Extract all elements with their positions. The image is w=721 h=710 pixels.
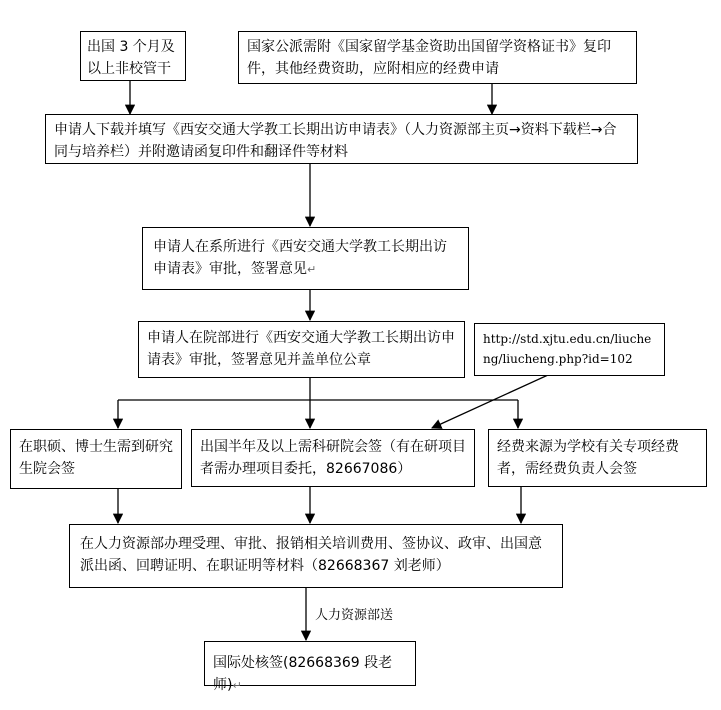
grad-school-sign-text: 在职硕、博士生需到研究生院会签 xyxy=(19,439,173,477)
hr-processing-box xyxy=(69,524,563,588)
dept-approval-text: 申请人在系所进行《西安交通大学教工长期出访申请表》审批，签署意见 xyxy=(153,239,447,277)
long-term-note-box xyxy=(80,31,186,81)
grad-school-sign-box xyxy=(10,429,182,489)
download-form-text: 申请人下载并填写《西安交通大学教工长期出访申请表》（人力资源部主页→资料下载栏→合同与培养栏）并附邀请函复印件和翻译件等材料 xyxy=(54,122,617,160)
intl-office-box xyxy=(204,641,416,693)
state-funded-note-box xyxy=(238,31,637,84)
download-form-box xyxy=(45,114,638,164)
research-sign-text: 出国半年及以上需科研院会签（有在研项目者需办理项目委托，82667086） xyxy=(200,439,466,477)
url-note-box xyxy=(474,323,665,376)
research-sign-box xyxy=(191,429,475,487)
url-note-text: http://std.xjtu.edu.cn/liucheng/liucheng.php?id=102 xyxy=(483,332,652,366)
hr-processing-text: 在人力资源部办理受理、审批、报销相关培训费用、签协议、政审、出国意派出函、回聘证明、在职证明等材料（82668367 刘老师） xyxy=(80,536,542,574)
funding-sign-box xyxy=(488,429,707,487)
arrow-url-to-research xyxy=(432,375,548,428)
college-approval-text: 申请人在院部进行《西安交通大学教工长期出访申请表》审批，签署意见并盖单位公章 xyxy=(147,330,455,368)
funding-sign-text: 经费来源为学校有关专项经费者，需经费负责人会签 xyxy=(497,439,679,477)
paragraph-mark-icon xyxy=(307,261,316,277)
state-funded-note-text: 国家公派需附《国家留学基金资助出国留学资格证书》复印件，其他经费资助，应附相应的经费申请 xyxy=(247,39,611,77)
paragraph-mark-icon xyxy=(232,677,241,693)
dept-approval-box xyxy=(142,227,469,290)
intl-office-text: 国际处核签(82668369 段老师) xyxy=(213,655,393,693)
long-term-note-text: 出国 3 个月及以上非校管干 xyxy=(87,39,175,77)
college-approval-box xyxy=(138,321,465,378)
hr-send-label: 人力资源部送 xyxy=(315,608,394,623)
